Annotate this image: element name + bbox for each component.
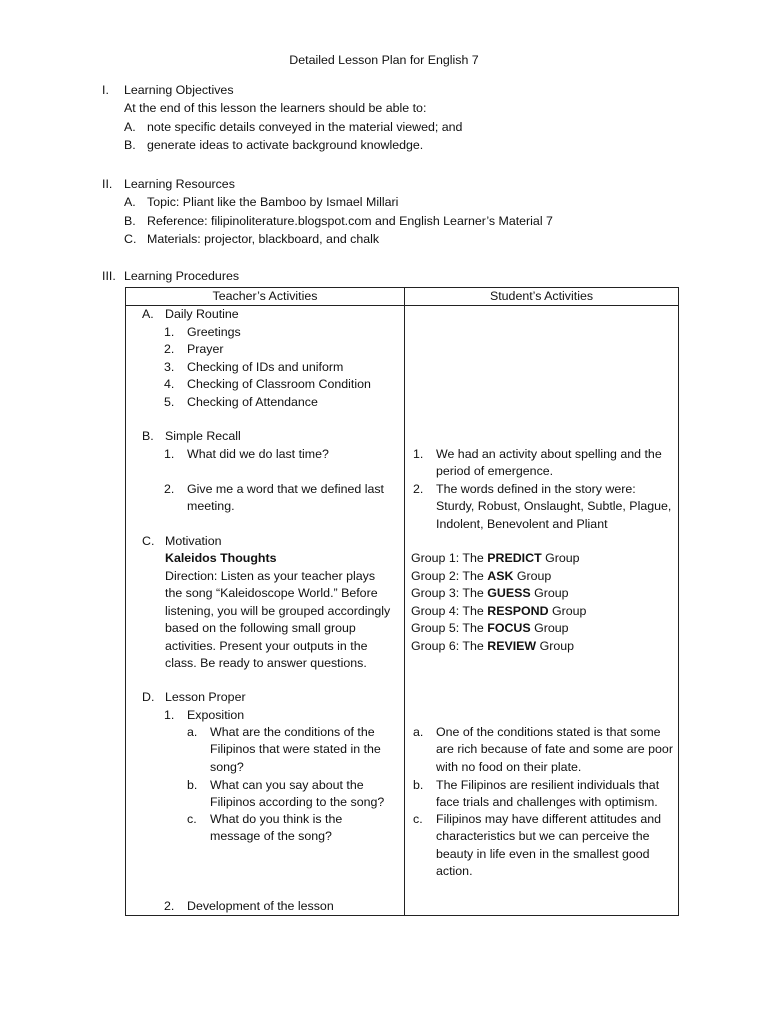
list-marker: A.	[124, 195, 136, 209]
group-item: Group 4: The RESPOND Group	[411, 604, 587, 618]
routine-item: Checking of Attendance	[187, 395, 318, 409]
list-marker: b.	[187, 778, 198, 792]
list-marker: b.	[413, 778, 424, 792]
objectives-intro: At the end of this lesson the learners should be able to:	[124, 101, 427, 115]
student-activities-cell	[405, 306, 679, 916]
objective-item: note specific details conveyed in the material viewed; and	[147, 120, 463, 134]
procedures-table	[125, 287, 679, 916]
list-marker: 1.	[164, 708, 175, 722]
list-marker: c.	[413, 812, 423, 826]
list-marker: A.	[124, 120, 136, 134]
section-heading: Learning Objectives	[124, 83, 234, 97]
list-marker: 4.	[164, 377, 175, 391]
list-marker: 2.	[164, 899, 175, 913]
list-marker: C.	[142, 534, 155, 548]
recall-question: What did we do last time?	[187, 447, 329, 461]
list-marker: 3.	[164, 360, 175, 374]
exposition-answer: Filipinos may have different attitudes and characteristics but we can perceive the beauty in life even in the smallest good action.	[436, 812, 661, 879]
list-marker: B.	[124, 214, 136, 228]
motivation-subtitle: Kaleidos Thoughts	[165, 551, 277, 565]
list-marker: 1.	[164, 447, 175, 461]
list-marker: 1.	[413, 447, 424, 461]
recall-question: Give me a word that we defined last meeting.	[187, 482, 384, 514]
list-marker: B.	[124, 138, 136, 152]
recall-answer: We had an activity about spelling and the period of emergence.	[436, 447, 662, 479]
column-header-teacher: Teacher’s Activities	[126, 288, 405, 306]
list-marker: 1.	[164, 325, 175, 339]
routine-item: Checking of IDs and uniform	[187, 360, 344, 374]
exposition-question: What do you think is the message of the song?	[210, 812, 343, 844]
list-marker: 2.	[164, 482, 175, 496]
exposition-answer: The Filipinos are resilient individuals that face trials and challenges with optimism.	[436, 778, 660, 810]
motivation-direction: Direction: Listen as your teacher plays the song “Kaleidoscope World.” Before listening, you will be grouped accordingly based on the following small group activities. Present your outputs in the class. Be ready to answer questions.	[165, 569, 391, 671]
resource-item: Reference: filipinoliterature.blogspot.com and English Learner’s Material 7	[147, 214, 553, 228]
group-item: Group 1: The PREDICT Group	[411, 551, 580, 565]
section-heading: Learning Procedures	[124, 269, 240, 283]
recall-label: Simple Recall	[165, 429, 241, 443]
section-number: I.	[102, 83, 109, 97]
recall-answer: The words defined in the story were: Sturdy, Robust, Onslaught, Subtle, Plague, Indolent, Benevolent and Pliant	[436, 482, 672, 531]
section-heading: Learning Resources	[124, 177, 235, 191]
group-item: Group 5: The FOCUS Group	[411, 621, 569, 635]
list-marker: a.	[187, 725, 198, 739]
teacher-activities-cell	[126, 306, 405, 916]
resource-item: Materials: projector, blackboard, and chalk	[147, 232, 380, 246]
list-marker: A.	[142, 307, 154, 321]
exposition-question: What can you say about the Filipinos according to the song?	[210, 778, 385, 810]
list-marker: c.	[187, 812, 197, 826]
list-marker: 5.	[164, 395, 175, 409]
motivation-label: Motivation	[165, 534, 222, 548]
section-number: III.	[102, 269, 116, 283]
document-title: Detailed Lesson Plan for English 7	[289, 53, 479, 67]
table-row	[126, 306, 679, 916]
routine-item: Prayer	[187, 342, 224, 356]
column-header-student: Student’s Activities	[405, 288, 679, 306]
exposition-label: Exposition	[187, 708, 245, 722]
group-item: Group 3: The GUESS Group	[411, 586, 569, 600]
list-marker: a.	[413, 725, 424, 739]
routine-label: Daily Routine	[165, 307, 239, 321]
routine-item: Greetings	[187, 325, 241, 339]
exposition-answer: One of the conditions stated is that some are rich because of fate and some are poor with no food on their plate.	[436, 725, 673, 774]
exposition-question: What are the conditions of the Filipinos that were stated in the song?	[210, 725, 381, 774]
group-item: Group 2: The ASK Group	[411, 569, 552, 583]
routine-item: Checking of Classroom Condition	[187, 377, 371, 391]
development-label: Development of the lesson	[187, 899, 334, 913]
list-marker: D.	[142, 690, 155, 704]
lesson-proper-label: Lesson Proper	[165, 690, 246, 704]
list-marker: 2.	[413, 482, 424, 496]
list-marker: C.	[124, 232, 137, 246]
objective-item: generate ideas to activate background knowledge.	[147, 138, 424, 152]
table-header-row	[126, 288, 679, 306]
list-marker: B.	[142, 429, 154, 443]
section-number: II.	[102, 177, 113, 191]
resource-item: Topic: Pliant like the Bamboo by Ismael Millari	[147, 195, 399, 209]
group-item: Group 6: The REVIEW Group	[411, 639, 575, 653]
list-marker: 2.	[164, 342, 175, 356]
